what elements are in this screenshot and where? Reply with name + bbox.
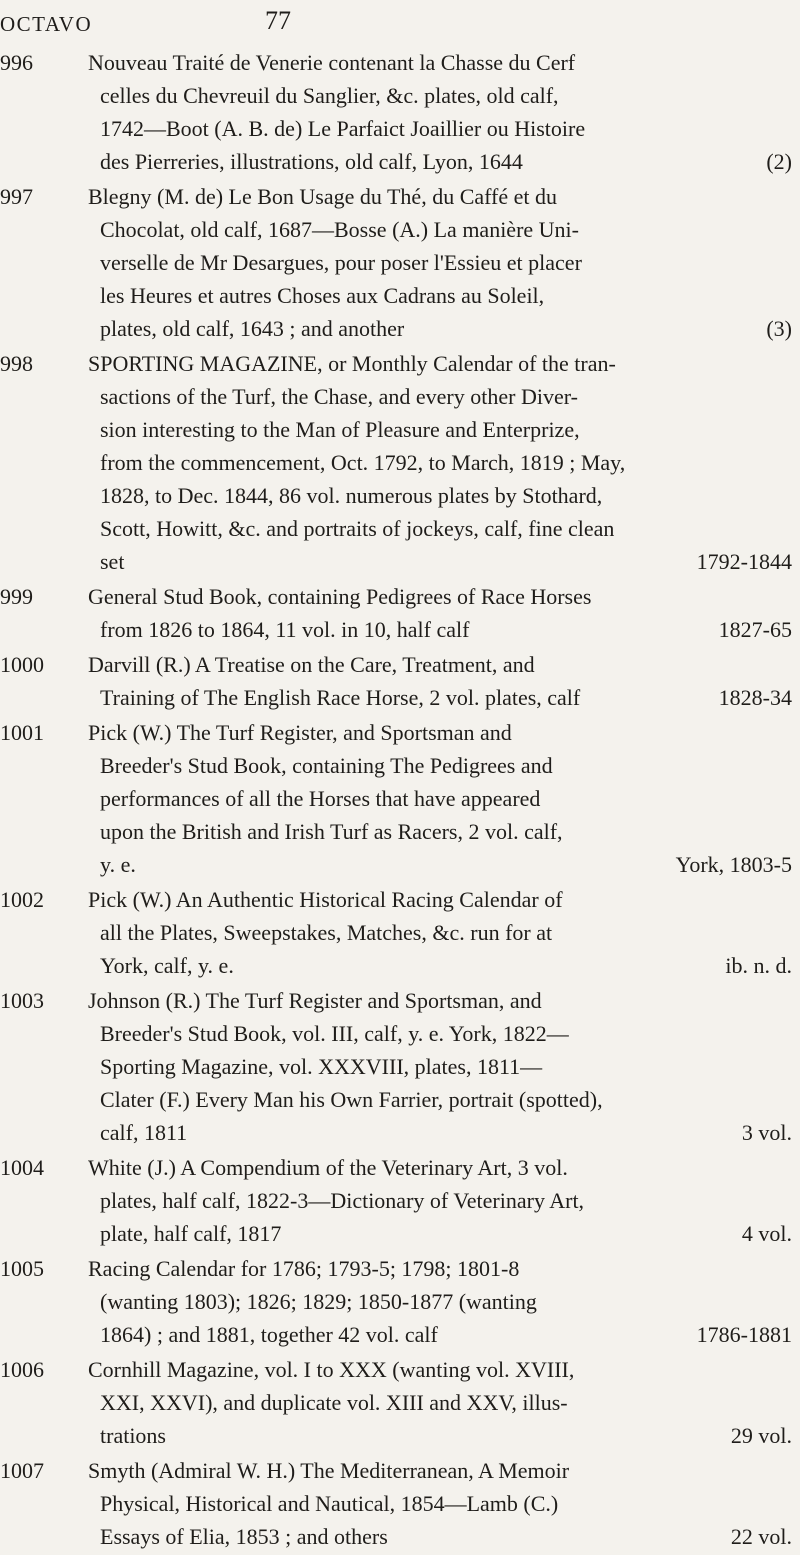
description-line: Smyth (Admiral W. H.) The Mediterranean, A Memoir	[88, 1458, 570, 1483]
lot-list	[0, 46, 800, 1555]
description-line: Cornhill Magazine, vol. I to XXX (wanting vol. XVIII,	[88, 1357, 575, 1382]
description-line: Pick (W.) An Authentic Historical Racing Calendar of	[88, 887, 563, 912]
lot-number: 1007	[0, 1458, 44, 1483]
lot-description	[88, 883, 792, 982]
lot-quantity-or-date: 22 vol.	[730, 1524, 792, 1549]
lot-entry	[0, 1252, 800, 1351]
running-head: OCTAVO	[0, 12, 93, 36]
lot-entry	[0, 716, 800, 881]
description-line: SPORTING MAGAZINE, or Monthly Calendar of the tran-	[88, 351, 616, 376]
lot-description	[88, 1151, 792, 1250]
lot-description	[88, 648, 792, 714]
lot-entry	[0, 347, 800, 578]
description-line: performances of all the Horses that have appeared	[100, 786, 541, 811]
lot-number: 1001	[0, 720, 44, 745]
description-line: White (J.) A Compendium of the Veterinary Art, 3 vol.	[88, 1155, 568, 1180]
lot-number: 996	[0, 50, 33, 75]
lot-quantity-or-date: 1828-34	[718, 685, 792, 710]
description-line	[100, 1419, 792, 1452]
description-line: Nouveau Traité de Venerie contenant la Chasse du Cerf	[88, 50, 576, 75]
description-line-text: y. e.	[100, 852, 136, 877]
description-line	[100, 312, 792, 345]
description-line: Sporting Magazine, vol. XXXVIII, plates, 1811—	[100, 1054, 543, 1079]
lot-number: 1004	[0, 1155, 44, 1180]
description-line: Scott, Howitt, &c. and portraits of jockeys, calf, fine clean	[100, 516, 615, 541]
lot-number: 1006	[0, 1357, 44, 1382]
lot-number: 1003	[0, 988, 44, 1013]
description-line	[100, 145, 792, 178]
description-line-text: set	[100, 549, 125, 574]
description-line: Chocolat, old calf, 1687—Bosse (A.) La manière Uni-	[100, 217, 579, 242]
description-line	[100, 1116, 792, 1149]
lot-description	[88, 984, 792, 1149]
lot-quantity-or-date: 3 vol.	[741, 1120, 792, 1145]
description-line-text: des Pierreries, illustrations, old calf, Lyon, 1644	[100, 149, 523, 174]
lot-quantity-or-date: (3)	[766, 316, 792, 341]
lot-quantity-or-date: (2)	[766, 149, 792, 174]
lot-entry	[0, 46, 800, 178]
lot-entry	[0, 1353, 800, 1452]
description-line: Darvill (R.) A Treatise on the Care, Treatment, and	[88, 652, 535, 677]
description-line-text: calf, 1811	[100, 1120, 188, 1145]
description-line-text: Essays of Elia, 1853 ; and others	[100, 1524, 388, 1549]
description-line: Racing Calendar for 1786; 1793-5; 1798; 1801-8	[88, 1256, 520, 1281]
lot-quantity-or-date: ib. n. d.	[725, 953, 792, 978]
description-line: verselle de Mr Desargues, pour poser l'Essieu et placer	[100, 250, 582, 275]
lot-description	[88, 1252, 792, 1351]
lot-description	[88, 580, 792, 646]
lot-description	[88, 716, 792, 881]
lot-entry	[0, 1151, 800, 1250]
lot-number: 998	[0, 351, 33, 376]
lot-entry	[0, 883, 800, 982]
description-line-text: plate, half calf, 1817	[100, 1221, 282, 1246]
description-line: 1742—Boot (A. B. de) Le Parfaict Joaillier ou Histoire	[100, 116, 586, 141]
lot-quantity-or-date: 1827-65	[718, 617, 792, 642]
lot-entry	[0, 1454, 800, 1553]
description-line-text: plates, old calf, 1643 ; and another	[100, 316, 405, 341]
description-line: les Heures et autres Choses aux Cadrans au Soleil,	[100, 283, 545, 308]
lot-quantity-or-date: York, 1803-5	[675, 852, 792, 877]
description-line: Clater (F.) Every Man his Own Farrier, portrait (spotted),	[100, 1087, 603, 1112]
lot-description	[88, 46, 792, 178]
lot-entry	[0, 648, 800, 714]
lot-quantity-or-date: 1792-1844	[696, 549, 792, 574]
lot-number: 999	[0, 584, 33, 609]
description-line	[100, 545, 792, 578]
description-line: Breeder's Stud Book, containing The Pedigrees and	[100, 753, 553, 778]
lot-entry	[0, 180, 800, 345]
description-line	[100, 949, 792, 982]
description-line-text: 1864) ; and 1881, together 42 vol. calf	[100, 1322, 438, 1347]
lot-entry	[0, 984, 800, 1149]
lot-description	[88, 1454, 792, 1553]
description-line	[100, 1217, 792, 1250]
lot-entry	[0, 580, 800, 646]
description-line-text: York, calf, y. e.	[100, 953, 234, 978]
lot-number: 1002	[0, 887, 44, 912]
lot-number: 1005	[0, 1256, 44, 1281]
description-line: XXI, XXVI), and duplicate vol. XIII and XXV, illus-	[100, 1390, 568, 1415]
description-line	[100, 1520, 792, 1553]
description-line-text: from 1826 to 1864, 11 vol. in 10, half calf	[100, 617, 470, 642]
description-line: sactions of the Turf, the Chase, and every other Diver-	[100, 384, 578, 409]
description-line-text: trations	[100, 1423, 166, 1448]
description-line: plates, half calf, 1822-3—Dictionary of Veterinary Art,	[100, 1188, 585, 1213]
lot-description	[88, 1353, 792, 1452]
lot-quantity-or-date: 29 vol.	[730, 1423, 792, 1448]
description-line: Pick (W.) The Turf Register, and Sportsman and	[88, 720, 512, 745]
description-line-text: Training of The English Race Horse, 2 vol. plates, calf	[100, 685, 581, 710]
lot-description	[88, 347, 792, 578]
lot-description	[88, 180, 792, 345]
description-line: Breeder's Stud Book, vol. III, calf, y. e. York, 1822—	[100, 1021, 569, 1046]
description-line: all the Plates, Sweepstakes, Matches, &c. run for at	[100, 920, 553, 945]
description-line: upon the British and Irish Turf as Racers, 2 vol. calf,	[100, 819, 563, 844]
description-line: (wanting 1803); 1826; 1829; 1850-1877 (wanting	[100, 1289, 537, 1314]
description-line: 1828, to Dec. 1844, 86 vol. numerous plates by Stothard,	[100, 483, 603, 508]
description-line: from the commencement, Oct. 1792, to March, 1819 ; May,	[100, 450, 626, 475]
description-line: Physical, Historical and Nautical, 1854—Lamb (C.)	[100, 1491, 559, 1516]
lot-number: 997	[0, 184, 33, 209]
description-line: Johnson (R.) The Turf Register and Sportsman, and	[88, 988, 542, 1013]
lot-quantity-or-date: 4 vol.	[741, 1221, 792, 1246]
description-line: General Stud Book, containing Pedigrees of Race Horses	[88, 584, 592, 609]
description-line	[100, 613, 792, 646]
description-line	[100, 1318, 792, 1351]
description-line: sion interesting to the Man of Pleasure and Enterprize,	[100, 417, 580, 442]
description-line: celles du Chevreuil du Sanglier, &c. plates, old calf,	[100, 83, 559, 108]
description-line: Blegny (M. de) Le Bon Usage du Thé, du Caffé et du	[88, 184, 558, 209]
lot-quantity-or-date: 1786-1881	[696, 1322, 792, 1347]
description-line	[100, 848, 792, 881]
page-number: 77	[265, 6, 291, 35]
page-header	[0, 6, 800, 42]
lot-number: 1000	[0, 652, 44, 677]
description-line	[100, 681, 792, 714]
